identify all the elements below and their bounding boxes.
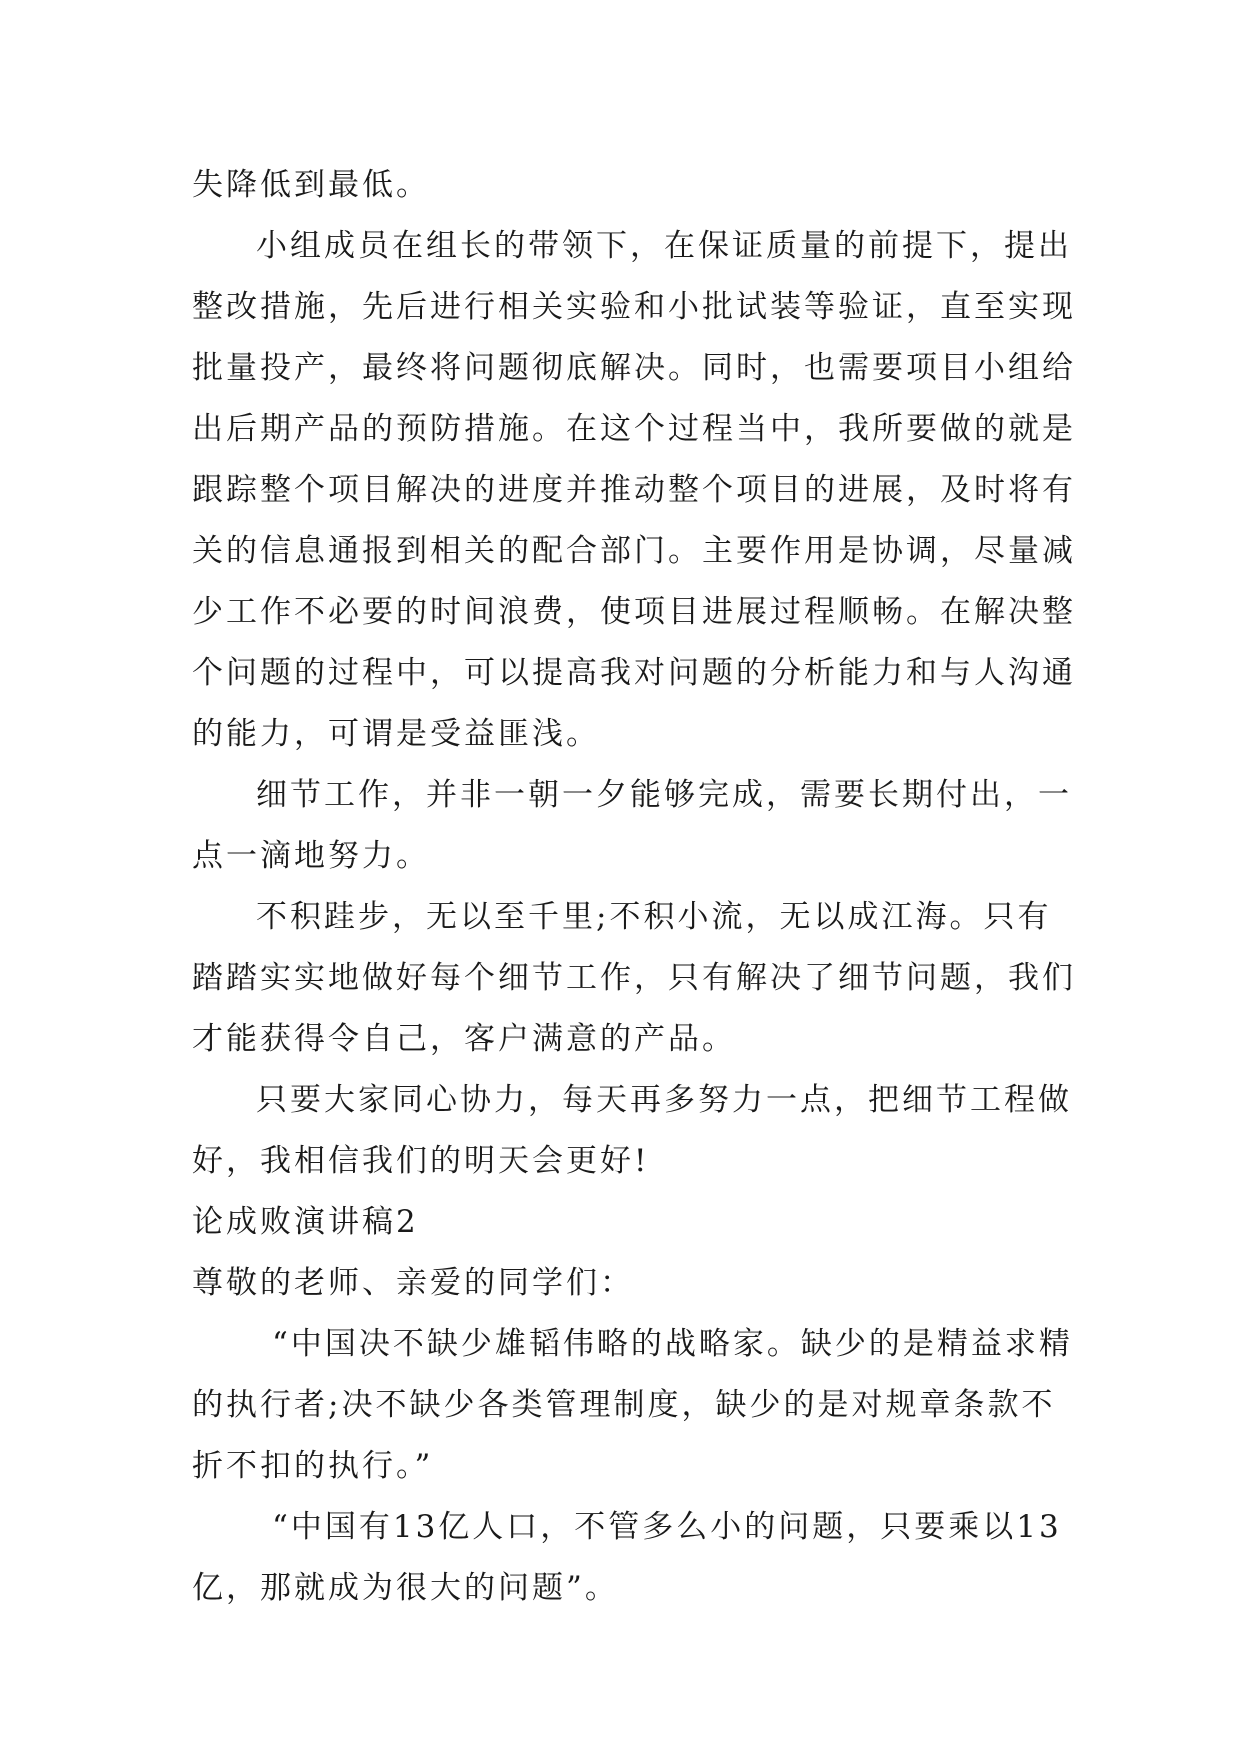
paragraph-line: 小组成员在组长的带领下，在保证质量的前提下，提出 — [256, 228, 1072, 264]
paragraph-line: 关的信息通报到相关的配合部门。主要作用是协调，尽量减 — [192, 533, 1076, 569]
paragraph-line: 踏踏实实地做好每个细节工作，只有解决了细节问题，我们 — [192, 960, 1076, 996]
paragraph-line: 失降低到最低。 — [192, 167, 430, 203]
paragraph-line: 批量投产，最终将问题彻底解决。同时，也需要项目小组给 — [192, 350, 1076, 386]
paragraph-line: 才能获得令自己，客户满意的产品。 — [192, 1021, 736, 1057]
paragraph-line: 出后期产品的预防措施。在这个过程当中，我所要做的就是 — [192, 411, 1076, 447]
paragraph-line: 的能力，可谓是受益匪浅。 — [192, 716, 600, 752]
paragraph-line: 折不扣的执行。” — [192, 1448, 434, 1484]
paragraph-line: 个问题的过程中，可以提高我对问题的分析能力和与人沟通 — [192, 655, 1076, 691]
paragraph-line: 整改措施，先后进行相关实验和小批试装等验证，直至实现 — [192, 289, 1076, 325]
paragraph-line: 不积跬步，无以至千里;不积小流，无以成江海。只有 — [256, 899, 1052, 935]
paragraph-line: 亿，那就成为很大的问题”。 — [192, 1570, 619, 1606]
paragraph-line: 好，我相信我们的明天会更好! — [192, 1143, 650, 1179]
paragraph-line: 细节工作，并非一朝一夕能够完成，需要长期付出，一 — [256, 777, 1072, 813]
paragraph-line: 的执行者;决不缺少各类管理制度，缺少的是对规章条款不 — [192, 1387, 1056, 1423]
paragraph-line: 跟踪整个项目解决的进度并推动整个项目的进展，及时将有 — [192, 472, 1076, 508]
paragraph-line: 点一滴地努力。 — [192, 838, 430, 874]
paragraph-line: 少工作不必要的时间浪费，使项目进展过程顺畅。在解决整 — [192, 594, 1076, 630]
paragraph-line: “中国有13亿人口，不管多么小的问题，只要乘以13 — [272, 1509, 1062, 1545]
salutation: 尊敬的老师、亲爱的同学们： — [192, 1265, 634, 1301]
paragraph-line: 只要大家同心协力，每天再多努力一点，把细节工程做 — [256, 1082, 1072, 1118]
document-page — [192, 155, 1076, 1619]
paragraph-line: “中国决不缺少雄韬伟略的战略家。缺少的是精益求精 — [272, 1326, 1073, 1362]
section-title: 论成败演讲稿2 — [192, 1204, 419, 1240]
